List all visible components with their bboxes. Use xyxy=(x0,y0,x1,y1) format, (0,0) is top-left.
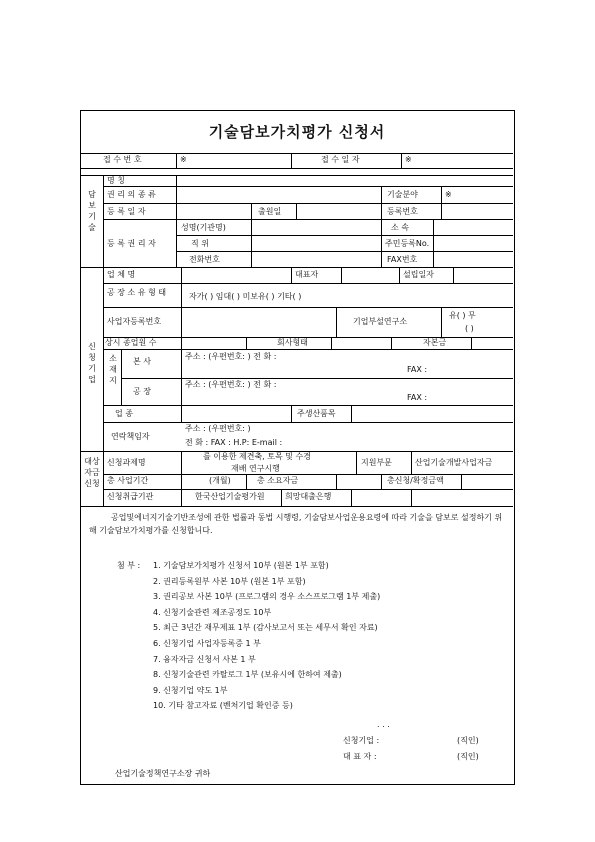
attachment-item: 6. 신청기업 사업자등록증 1 부 xyxy=(153,638,261,648)
row-divider xyxy=(103,283,513,284)
col-divider xyxy=(433,219,434,267)
col-divider xyxy=(471,337,472,349)
biz-no-label: 사업자등록번호 xyxy=(107,317,162,326)
attachment-item: 3. 권리공보 사본 10부 (프로그램의 경우 소스프로그램 1부 제출) xyxy=(153,592,381,602)
est-date-label: 설립일자 xyxy=(403,270,434,279)
holder-affil-label: 소 속 xyxy=(391,223,409,232)
col-divider xyxy=(351,489,352,506)
hq-fax: FAX : xyxy=(407,365,428,374)
contact-address: 주소 : (우편번호: ) xyxy=(185,424,251,433)
project-desc-2: 재배 연구시행 xyxy=(231,464,280,473)
right-type-label: 권 리 의 종 류 xyxy=(107,190,156,199)
receipt-no-mark: ※ xyxy=(180,155,187,164)
col-divider xyxy=(291,267,292,283)
dept-label: 지원부문 xyxy=(361,458,392,467)
company-section-label: 신청기업 xyxy=(88,342,96,384)
reg-no-label: 등록번호 xyxy=(387,207,418,216)
col-divider xyxy=(296,203,297,219)
attachment-item: 9. 신청기업 약도 1부 xyxy=(153,685,228,695)
row-divider xyxy=(103,203,513,204)
fund-section-label: 대상자금신청 xyxy=(84,457,100,488)
col-divider xyxy=(291,153,292,168)
col-divider xyxy=(399,267,400,283)
project-desc-1: 를 이용한 제견축, 토목 및 수경 xyxy=(203,452,311,461)
company-name-label: 업 체 명 xyxy=(107,270,136,279)
attachment-item: 5. 최근 3년간 재무제표 1부 (감사보고서 또는 세무서 확인 자료) xyxy=(153,623,378,633)
row-divider xyxy=(103,307,513,308)
holder-fax-label: FAX번호 xyxy=(387,255,418,264)
attachment-item: 7. 융자자금 신청서 사본 1 부 xyxy=(153,654,256,664)
col-divider xyxy=(251,203,252,219)
col-divider xyxy=(181,451,182,506)
row-divider xyxy=(121,378,513,379)
bank-label: 희망대출은행 xyxy=(285,492,332,501)
project-label: 신청과제명 xyxy=(107,458,146,467)
row-divider xyxy=(103,219,513,220)
filing-date-label: 출원일 xyxy=(258,207,282,216)
attachment-item: 10. 기타 참고자료 (벤처기업 확인증 등) xyxy=(153,701,293,711)
location-label: 소재지 xyxy=(109,354,117,385)
col-divider xyxy=(176,175,177,267)
plant-address: 주소 : (우편번호: ) 전 화 : xyxy=(185,380,277,389)
confirmed-amount-label: 총신청/확정금액 xyxy=(387,476,444,485)
row-divider xyxy=(103,405,513,406)
row-divider xyxy=(103,422,513,423)
col-divider xyxy=(441,307,442,337)
receipt-date-label: 접 수 일 자 xyxy=(321,155,360,164)
col-divider xyxy=(381,186,382,219)
representative-label: 대 표 자 : xyxy=(343,752,377,761)
col-divider xyxy=(246,474,247,489)
attachments-label: 첨 부 : xyxy=(117,561,141,570)
plant-fax: FAX : xyxy=(407,393,428,402)
capital-label: 자본금 xyxy=(423,338,447,347)
col-divider xyxy=(351,405,352,422)
col-divider xyxy=(181,267,182,422)
col-divider xyxy=(391,337,392,349)
row-divider xyxy=(81,267,513,268)
hq-label: 본 사 xyxy=(133,357,151,366)
dept-value: 산업기술개발사업자금 xyxy=(415,458,493,467)
tech-field-label: 기술분야 xyxy=(387,190,418,199)
factory-label: 공 장 소 유 형 태 xyxy=(107,288,167,297)
receipt-no-label: 접 수 번 호 xyxy=(103,155,142,164)
col-divider xyxy=(401,153,402,168)
row-divider xyxy=(103,349,513,350)
row-divider xyxy=(103,186,513,187)
col-divider xyxy=(441,186,442,219)
col-divider xyxy=(453,267,454,283)
lab-options-2: ( ) xyxy=(465,324,474,333)
industry-label: 업 종 xyxy=(115,409,133,418)
ceo-label: 대표자 xyxy=(295,270,319,279)
row-divider xyxy=(176,251,513,252)
applicant-seal: (직인) xyxy=(457,736,479,745)
holder-pos-label: 직 위 xyxy=(191,239,209,248)
holder-label: 등 록 권 리 자 xyxy=(107,239,156,248)
col-divider xyxy=(341,267,342,283)
plant-label: 공 장 xyxy=(133,387,151,396)
row-divider xyxy=(103,489,513,490)
employees-label: 상시 종업원 수 xyxy=(105,338,157,347)
tech-field-mark: ※ xyxy=(445,190,452,199)
attachment-item: 1. 기술담보가치평가 신청서 10부 (원본 1부 포함) xyxy=(153,561,329,570)
holder-id-label: 주민등록No. xyxy=(385,239,430,248)
applicant-label: 신청기업 : xyxy=(343,736,380,745)
col-divider xyxy=(411,489,412,506)
reg-date-label: 등 록 일 자 xyxy=(107,207,146,216)
col-divider xyxy=(411,451,412,474)
row-divider xyxy=(103,337,513,338)
col-divider xyxy=(176,153,177,168)
recipient: 산업기술정책연구소장 귀하 xyxy=(115,769,211,778)
row-divider xyxy=(176,235,513,236)
lab-options-1: 유( ) 무 xyxy=(449,311,476,320)
col-divider xyxy=(336,474,337,489)
col-divider xyxy=(103,175,104,506)
row-divider xyxy=(81,168,513,169)
lab-label: 기업부설연구소 xyxy=(353,317,408,326)
attachment-item: 4. 신청기술관련 제조공정도 10부 xyxy=(153,607,272,617)
agency-value: 한국산업기술평가원 xyxy=(195,492,265,501)
tech-name-label: 명 칭 xyxy=(107,176,125,185)
holder-tel-label: 전화번호 xyxy=(189,255,220,264)
hq-address: 주소 : (우편번호: ) 전 화 : xyxy=(185,352,277,361)
row-divider xyxy=(81,175,513,176)
contact-label: 연락책임자 xyxy=(111,432,150,441)
col-divider xyxy=(251,219,252,267)
attachment-item: 8. 신청기술관련 카탈로그 1부 (보유시에 한하여 제출) xyxy=(153,670,342,680)
form-title: 기술담보가치평가 신청서 xyxy=(81,111,513,154)
row-divider xyxy=(81,506,513,507)
contact-phone: 전 화 : FAX : H.P: E-mail : xyxy=(185,438,283,447)
col-divider xyxy=(356,451,357,474)
col-divider xyxy=(281,489,282,506)
tech-section-label: 담보기술 xyxy=(88,190,96,232)
col-divider xyxy=(336,307,337,337)
col-divider xyxy=(381,474,382,489)
col-divider xyxy=(331,337,332,349)
application-statement: 공업및에너지기술기반조성에 관한 법률과 동법 시행령, 기술담보사업운용요령에 따라 기술을 담보로 설정하기 위해 기술담보가치평가를 신청합니다. xyxy=(89,513,503,535)
representative-seal: (직인) xyxy=(457,752,479,761)
total-fund-label: 총 소요자금 xyxy=(257,476,299,485)
application-form xyxy=(80,110,515,785)
period-label: 총 사업기간 xyxy=(107,476,149,485)
col-divider xyxy=(291,405,292,422)
attachments-list xyxy=(153,559,513,715)
col-divider xyxy=(246,337,247,349)
factory-options: 자가( ) 임대( ) 미보유( ) 기타( ) xyxy=(189,292,302,301)
col-divider xyxy=(381,219,382,267)
agency-label: 신청취급기관 xyxy=(107,492,154,501)
col-divider xyxy=(121,349,122,405)
row-divider xyxy=(103,474,513,475)
period-value: (개월) xyxy=(209,476,231,485)
attachment-item: 2. 권리등록원부 사본 10부 (원본 1부 포함) xyxy=(153,576,306,586)
col-divider xyxy=(461,474,462,489)
product-label: 주생산품목 xyxy=(297,409,336,418)
date-line: . . . xyxy=(377,720,390,729)
corp-type-label: 회사형태 xyxy=(277,338,308,347)
holder-name-label: 성명(기관명) xyxy=(181,223,226,232)
receipt-date-mark: ※ xyxy=(405,155,412,164)
